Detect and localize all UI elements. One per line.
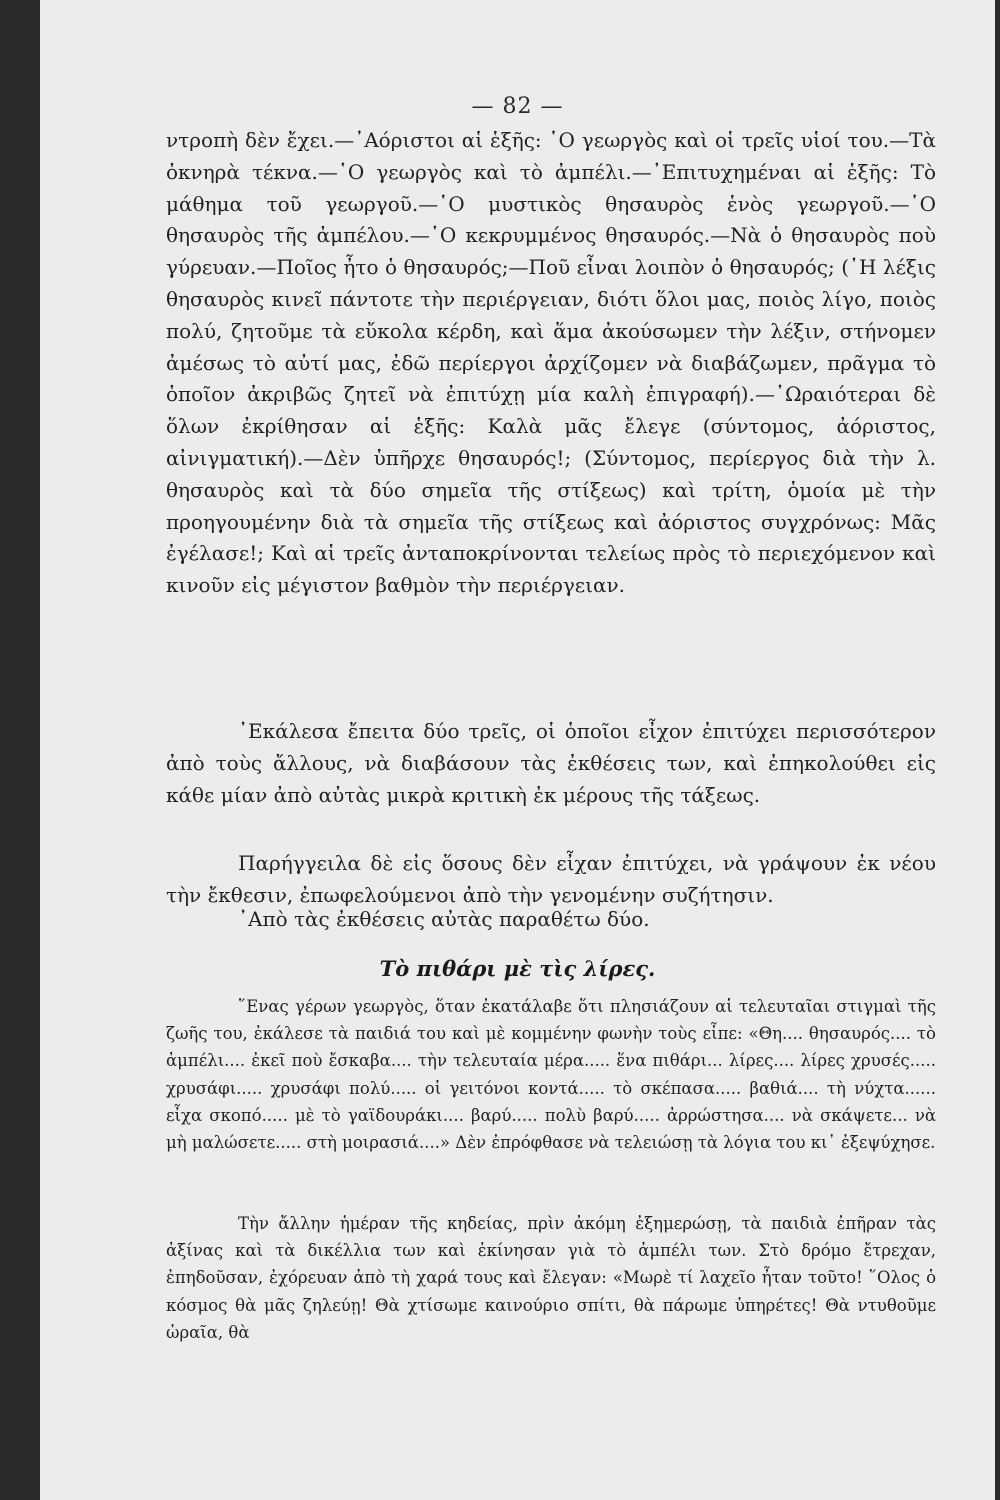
story-paragraph-father: ῞Ενας γέρων γεωργὸς, ὅταν ἐκατάλαβε ὅτι πλησιάζουν αἱ τελευταῖαι στιγμαὶ τῆς ζωῆς του, ἐκάλεσε τὰ παιδιά του καὶ μὲ κομμένην φωνὴν τοὺς εἶπε: «Θη.... θησαυρός.... τὸ ἀμπέλι.... ἐκεῖ ποὺ ἔσκαβα.... τὴν τελευταία μέρα..... ἕνα πιθάρι... λίρες.... λίρες χρυσές..... χρυσάφι..... χρυσάφι πολύ..... οἱ γειτόνοι κοντά..... τὸ σκέπασα..... βαθιά.... τὴ νύχτα...... εἶχα σκοπό..... μὲ τὸ γαϊδουράκι.... βαρύ..... πολὺ βαρύ..... ἀρρώστησα.... νὰ σκάψετε... νὰ μὴ μαλώσετε..... στὴ μοιρασιά....» Δὲν ἐπρόφθασε νὰ τελειώσῃ τὰ λόγια του κι᾿ ἐξεψύχησε. (166, 997, 936, 1153)
paragraph-reading-essays: ᾿Εκάλεσα ἔπειτα δύο τρεῖς, οἱ ὁποῖοι εἶχον ἐπιτύχει περισσότερον ἀπὸ τοὺς ἄλλους, νὰ διαβάσουν τὰς ἐκθέσεις των, καὶ ἐπηκολούθει εἰς κάθε μίαν ἀπὸ αὐτὰς μικρὰ κριτικὴ ἐκ μέρους τῆς τάξεως. (166, 719, 936, 807)
story-text-block (166, 993, 936, 1156)
body-text-block (166, 848, 936, 912)
story-paragraph-sons: Τὴν ἄλλην ἡμέραν τῆς κηδείας, πρὶν ἀκόμη ἐξημερώσῃ, τὰ παιδιὰ ἐπῆραν τὰς ἀξίνας καὶ τὰ δικέλλια των καὶ ἐκίνησαν γιὰ τὸ ἀμπέλι των. Στὸ δρόμο ἔτρεχαν, ἐπηδοῦσαν, ἐχόρευαν ἀπὸ τὴ χαρά τους καὶ ἔλεγαν: «Μωρὲ τί λαχεῖο ἦταν τοῦτο! ῞Ολος ὁ κόσμος θὰ μᾶς ζηλεύῃ! Θὰ χτίσωμε καινούριο σπίτι, θὰ πάρωμε ὑπηρέτες! Θὰ ντυθοῦμε ὡραῖα, θὰ (166, 1214, 936, 1342)
page-number: — 82 — (471, 94, 564, 119)
paragraph-rewrite-instruction: Παρήγγειλα δὲ εἰς ὅσους δὲν εἶχαν ἐπιτύχει, νὰ γράψουν ἐκ νέου τὴν ἔκθεσιν, ἐπωφελούμενοι ἀπὸ τὴν γενομένην συζήτησιν. (166, 851, 936, 907)
body-text-block (166, 904, 936, 936)
story-text-block (166, 1210, 936, 1346)
body-text-block (166, 716, 936, 811)
paragraph-headline-discussion: ντροπὴ δὲν ἔχει.—᾿Αόριστοι αἱ ἑξῆς: ῾Ο γεωργὸς καὶ οἱ τρεῖς υἱοί του.—Τὰ ὀκνηρὰ τέκνα.—῾Ο γεωργὸς καὶ τὸ ἀμπέλι.—᾿Επιτυχημέναι αἱ ἑξῆς: Τὸ μάθημα τοῦ γεωργοῦ.—῾Ο μυστικὸς θησαυρὸς ἑνὸς γεωργοῦ.—῾Ο θησαυρὸς τῆς ἀμπέλου.—῾Ο κεκρυμμένος θησαυρός.—Νὰ ὁ θησαυρὸς ποὺ γύρευαν.—Ποῖος ἦτο ὁ θησαυρός;—Ποῦ εἶναι λοιπὸν ὁ θησαυρός; (῾Η λέξις θησαυρὸς κινεῖ πάντοτε τὴν περιέργειαν, διότι ὅλοι μας, ποιὸς λίγο, ποιὸς πολύ, ζητοῦμε τὰ εὔκολα κέρδη, καὶ ἅμα ἀκούσωμεν τὴν λέξιν, στήνομεν ἀμέσως τὸ αὐτί μας, ἐδῶ περίεργοι ἀρχίζομεν νὰ διαβάζωμεν, πρᾶγμα τὸ ὁποῖον ἀκριβῶς ζητεῖ νὰ ἐπιτύχῃ μία καλὴ ἐπιγραφή).—῾Ωραιότεραι δὲ ὅλων ἐκρίθησαν αἱ ἑξῆς: Καλὰ μᾶς ἔλεγε (σύντομος, ἀόριστος, αἰνιγματική).—Δὲν ὑπῆρχε θησαυρός!; (Σύντομος, περίεργος διὰ τὴν λ. θησαυρὸς καὶ τὰ δύο σημεῖα τῆς στίξεως) καὶ τρίτη, ὁμοία μὲ τὴν προηγουμένην διὰ τὰ σημεῖα τῆς στίξεως καὶ ἀόριστος συγχρόνως: Μᾶς ἐγέλασε!; Καὶ αἱ τρεῖς ἀνταποκρίνονται τελείως πρὸς τὸ περιεχόμενον καὶ κινοῦν εἰς μέγιστον βαθμὸν τὴν περιέργειαν. (166, 128, 936, 598)
story-title: Τὸ πιθάρι μὲ τὶς λίρες. (379, 956, 656, 981)
book-page (40, 0, 995, 1500)
paragraph-quote-intro: ᾿Απὸ τὰς ἐκθέσεις αὐτὰς παραθέτω δύο. (238, 907, 650, 931)
body-text-block (166, 125, 936, 602)
